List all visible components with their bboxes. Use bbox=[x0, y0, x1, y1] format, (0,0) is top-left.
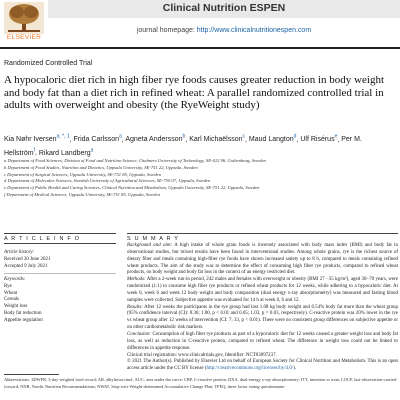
keywords-block bbox=[4, 277, 99, 325]
accepted-date: Accepted 9 July 2021 bbox=[4, 263, 48, 269]
history-divider bbox=[4, 273, 116, 274]
author-name: Karl Michaëlsson bbox=[189, 136, 243, 144]
affiliation: e Department of Public Health and Caring Sciences, Clinical Nutrition and Metabolism, Uppsala University, SE-751 22, Uppsala, Sweden bbox=[4, 185, 260, 191]
summary-lead: Conclusion: bbox=[127, 331, 152, 337]
summary-paragraph bbox=[127, 305, 398, 332]
journal-homepage-link[interactable]: http://www.clinicalnutritionespen.com bbox=[196, 27, 312, 34]
journal-title-band bbox=[48, 0, 400, 18]
copyright-line bbox=[127, 359, 398, 373]
author-affiliation-marker: d bbox=[293, 134, 297, 140]
keyword: Weight loss bbox=[4, 304, 28, 310]
article-title: A hypocaloric diet rich in high fiber rye foods causes greater reduction in body weight and body fat than a diet rich in refined wheat: A parallel randomized controlled trial in adults with overweight and obesity (the RyeWeight study) bbox=[4, 74, 384, 111]
author-affiliation-marker: c bbox=[242, 134, 246, 140]
keywords-label: Keywords: bbox=[4, 277, 26, 282]
copyright-text: © 2021 The Author(s). Published by Elsevier Ltd on behalf of European Society for Clinical Nutrition and Metabolism. This is an open access article under the CC BY license ( bbox=[127, 359, 398, 372]
summary-rule bbox=[127, 233, 398, 234]
journal-title: Clinical Nutrition ESPEN bbox=[162, 2, 286, 14]
summary-text: After a 2-week run-in period, 242 males and females with overweight or obesity (BMI 27 −35 kg/m²), aged 30−70 years, were randomized (1:1) to consume high fiber rye products or refined wheat products for 12 weeks, while adhering to a hypocaloric diet. At week 0, week 6 and week 12 body weight and body composition (dual energy x-ray absorptiometry) was measured and fasting blood samples were collected. Subjective appetite was evaluated for 14 h at week 0, 6 and 12. bbox=[127, 277, 398, 303]
author[interactable] bbox=[74, 136, 122, 143]
copyright-end: ). bbox=[293, 366, 296, 372]
elsevier-wordmark: ELSEVIER bbox=[6, 34, 42, 41]
summary-text: A high intake of whole grain foods is inversely associated with body mass index (BMI) and body fat in observational studies, but mixed results have been found in interventional studies. Among whole grains, rye is the richest source of dietary fiber and meals containing high-fiber rye foods have shown increased satiety up to 8 h, compared to meals containing refined wheat products. The aim of the study was to determine the effect of consuming high fiber rye products, compared to refined wheat products, on body weight and body fat loss in the context of an energy restricted diet. bbox=[127, 243, 398, 276]
summary-body bbox=[127, 243, 398, 373]
article-info-rule bbox=[4, 233, 116, 234]
keyword: Cereals bbox=[4, 297, 19, 303]
keyword: Body fat reduction bbox=[4, 310, 42, 316]
author[interactable] bbox=[189, 136, 245, 143]
author-name: Kia Nøhr Iversen bbox=[4, 136, 57, 144]
header-divider bbox=[0, 47, 400, 49]
summary-text: After 12 weeks the participants in the rye group had lost 1.08 kg body weight and 0.54% body fat more than the wheat group (95% confidence interval (CI): 0.36; 1.80, p < 0.01 and 0.05; 1.03, p = 0.03, respectively). C-reactive protein was 20% lower in the rye vs wheat group after 12 weeks of intervention (CI: 7; 33, p < 0.01). There were no consistent group differences on subjective appetite or on other cardiometabolic risk markers. bbox=[127, 304, 398, 331]
summary-paragraph bbox=[127, 277, 398, 304]
article-history bbox=[4, 250, 99, 270]
summary-paragraph bbox=[127, 332, 398, 353]
author-name: Rikard Landberg bbox=[38, 149, 91, 157]
author-name: Frida Carlsson bbox=[73, 136, 120, 144]
affiliation: c Department of Surgical Sciences, Uppsala University, SE-751 85, Uppsala, Sweden bbox=[4, 171, 162, 177]
author[interactable] bbox=[38, 147, 94, 157]
journal-header bbox=[0, 0, 400, 50]
summary-heading: S U M M A R Y bbox=[127, 236, 180, 242]
author[interactable] bbox=[249, 136, 297, 143]
summary-lead: Background and aim: bbox=[127, 243, 173, 248]
affiliation-list bbox=[4, 158, 394, 199]
author-affiliation-marker: f bbox=[33, 147, 35, 154]
author-name: Per M. Hellström bbox=[4, 136, 362, 157]
author-name: Agneta Andersson bbox=[125, 136, 183, 144]
article-type: Randomized Controlled Trial bbox=[4, 60, 93, 67]
affiliation: a Department of Food Sciences, Division of Food and Nutrition Science, Chalmers University of Technology, SE-412 96, Gothenburg, Sweden bbox=[4, 158, 266, 163]
author-affiliation-marker: a bbox=[119, 134, 122, 140]
summary-lead: Methods: bbox=[127, 277, 146, 283]
summary-text: Consumption of high fiber rye products as part of a hypocaloric diet for 12 weeks caused a greater weight loss and body fat loss, as well as reduction in C-reactive protein, compared to refined wheat. The difference in weight loss could not be linked to differences in appetite response. bbox=[127, 331, 398, 351]
elsevier-tree-icon bbox=[4, 2, 44, 34]
author-affiliation-marker: a bbox=[90, 147, 94, 154]
summary-lead: Results: bbox=[127, 304, 143, 310]
article-info-heading: A R T I C L E I N F O bbox=[4, 236, 81, 242]
summary-paragraph bbox=[127, 243, 398, 277]
keyword: Wheat bbox=[4, 290, 18, 296]
author-affiliation-marker: a, *, 1 bbox=[56, 134, 70, 140]
elsevier-logo[interactable] bbox=[4, 2, 44, 46]
author[interactable] bbox=[125, 136, 185, 143]
author-affiliation-marker: e bbox=[334, 134, 338, 140]
article-info-rule-bottom bbox=[4, 243, 116, 244]
affiliation: f Department of Medical Sciences, Uppsala University, SE-751 85, Uppsala, Sweden bbox=[4, 191, 160, 197]
license-link[interactable]: http://creativecommons.org/licenses/by/4.0/ bbox=[206, 366, 294, 372]
author-affiliation-marker: b bbox=[182, 134, 186, 140]
author[interactable] bbox=[4, 136, 70, 143]
journal-homepage bbox=[48, 27, 400, 34]
author-name: Maud Langton bbox=[248, 136, 294, 144]
author-name: Ulf Risérus bbox=[300, 136, 335, 144]
affiliation: b Department of Food Studies, Nutrition and Dietetics, Uppsala University, SE-751 22, Uppsala, Sweden bbox=[4, 164, 198, 170]
keyword: Rye bbox=[4, 283, 12, 289]
received-date: Received 30 June 2021 bbox=[4, 256, 51, 262]
article-history-label: Article history: bbox=[4, 250, 35, 255]
author[interactable] bbox=[300, 136, 337, 143]
author-list: Kia Nøhr Iversen$^{a, *, 1}$, Frida Carlsson$^a$, Agneta Andersson$^b$, Karl Michaëlsson$^c$, Maud Langton$^d$, Ulf Risérus$^e$, Per M. Hellström$^f$, Rikard Landberg$^a$ bbox=[4, 134, 362, 157]
journal-homepage-prefix: journal homepage: bbox=[136, 27, 197, 34]
keyword: Appetite regulation bbox=[4, 317, 43, 323]
trial-registration-text: Clinical trial registration: www.clinicaltrials.gov, Identifier: NCT03097237. bbox=[127, 352, 277, 358]
footnote-divider bbox=[4, 374, 59, 375]
abbreviations-footnote: Abbreviations: 3DWFR, 3-day weighed food record; AR, alkylresorcinol; AUC, area under the curve; CRP, C-reactive protein; DXA, dual-energy x-ray absorptiometry; ITT, intention to treat; LOCF, last-observation-carried-forward; NNR, Nordic Nutrition Recommendations; NWAT, Stop-wire Weight-determined Accumulative Change Plan; TFEQ, three factor eating questionnaire. bbox=[4, 377, 398, 389]
affiliation: d Department of Molecular Sciences, Swedish University of Agricultural Sciences, SE-750 07, Uppsala, Sweden bbox=[4, 178, 211, 184]
